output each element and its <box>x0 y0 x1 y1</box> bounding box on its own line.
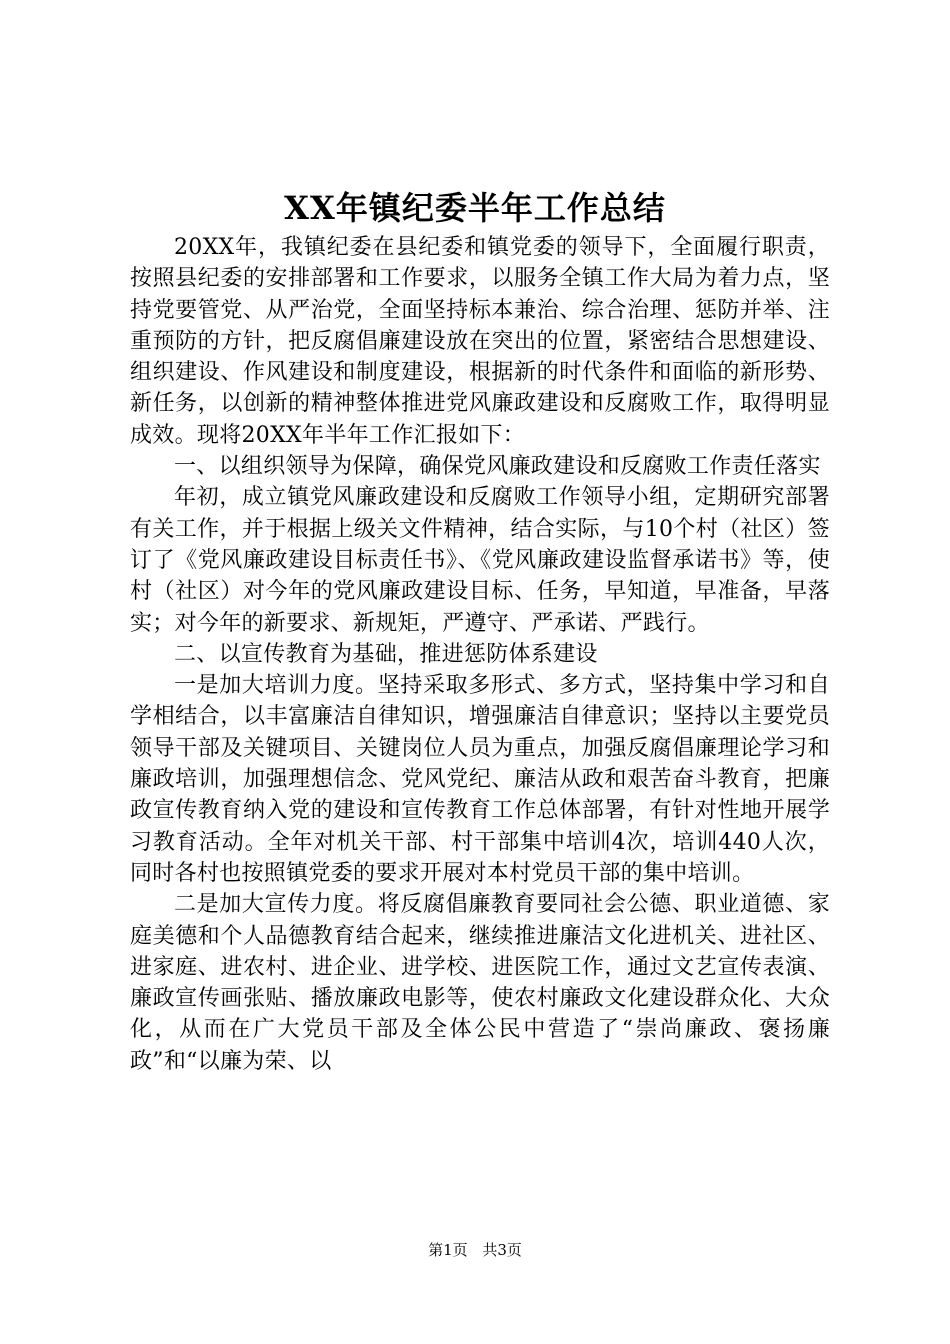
document-body <box>130 232 830 1077</box>
page-footer <box>0 1240 950 1260</box>
section-heading-2: 二、以宣传教育为基础，推进惩防体系建设 <box>174 641 598 667</box>
paragraph-intro: 20XX年，我镇纪委在县纪委和镇党委的领导下，全面履行职责，按照县纪委的安排部署和工作要求，以服务全镇工作大局为着力点，坚持党要管党、从严治党，全面坚持标本兼治、综合治理、惩防并举、注重预防的方针，把反腐倡廉建设放在突出的位置，紧密结合思想建设、组织建设、作风建设和制度建设，根据新的时代条件和面临的新形势、新任务，以创新的精神整体推进党风廉政建设和反腐败工作，取得明显成效。现将20XX年半年工作汇报如下： <box>130 235 830 448</box>
page-total: 共3页 <box>482 1241 522 1259</box>
section-heading-1: 一、以组织领导为保障，确保党风廉政建设和反腐败工作责任落实 <box>174 454 821 480</box>
page-number: 第1页 <box>428 1241 468 1259</box>
paragraph-section-1: 年初，成立镇党风廉政建设和反腐败工作领导小组，定期研究部署有关工作，并于根据上级关文件精神，结合实际，与10个村（社区）签订了《党风廉政建设目标责任书》、《党风廉政建设监督承诺书》等，使村（社区）对今年的党风廉政建设目标、任务，早知道，早准备，早落实；对今年的新要求、新规矩，严遵守、严承诺、严践行。 <box>130 485 830 636</box>
paragraph-publicity: 二是加大宣传力度。将反腐倡廉教育要同社会公德、职业道德、家庭美德和个人品德教育结合起来，继续推进廉洁文化进机关、进社区、进家庭、进农村、进企业、进学校、进医院工作，通过文艺宣传表演、廉政宣传画张贴、播放廉政电影等，使农村廉政文化建设群众化、大众化，从而在广大党员干部及全体公民中营造了“崇尚廉政、褒扬廉政”和“以廉为荣、以 <box>130 892 830 1074</box>
paragraph-training: 一是加大培训力度。坚持采取多形式、多方式，坚持集中学习和自学相结合，以丰富廉洁自律知识，增强廉洁自律意识；坚持以主要党员领导干部及关键项目、关键岗位人员为重点，加强反腐倡廉理论学习和廉政培训，加强理想信念、党风党纪、廉洁从政和艰苦奋斗教育，把廉政宣传教育纳入党的建设和宣传教育工作总体部署，有针对性地开展学习教育活动。全年对机关干部、村干部集中培训4次，培训440人次，同时各村也按照镇党委的要求开展对本村党员干部的集中培训。 <box>130 673 830 886</box>
document-title: XX年镇纪委半年工作总结 <box>284 189 666 227</box>
